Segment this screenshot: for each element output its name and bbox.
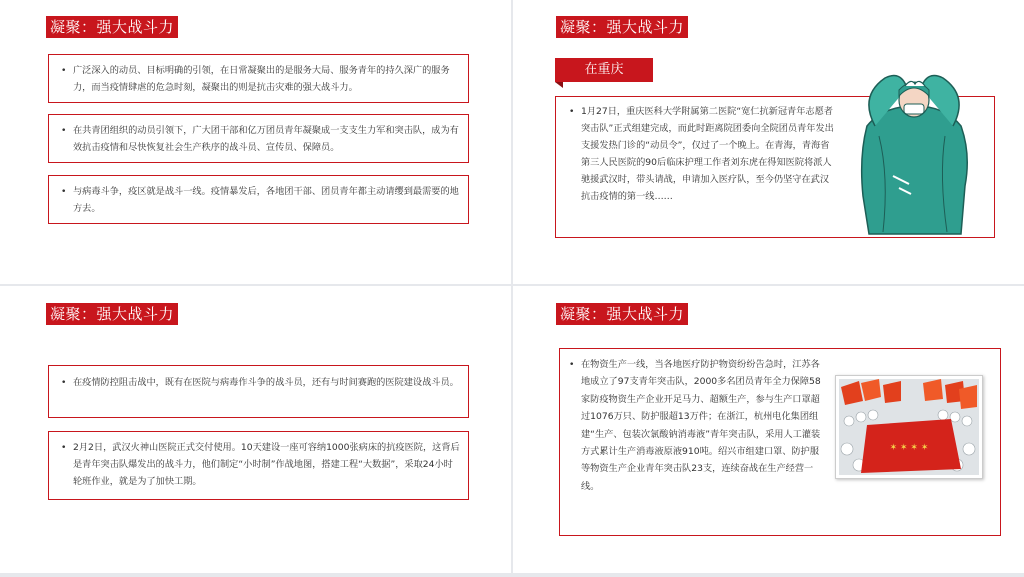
bullet-item: • 与病毒斗争，疫区就是战斗一线。疫情暴发后，各地团干部、团员青年都主动请缨到最需要的地方去。 [61,183,461,217]
bullet-item: • 在共青团组织的动员引领下，广大团干部和亿万团员青年凝聚成一支支生力军和突击队，成为有效抗击疫情和尽快恢复社会生产秩序的战斗员、宣传员、保障员。 [61,122,461,156]
youth-commando-flag-photo-icon [839,379,979,475]
bullet-item: • 2月2日，武汉火神山医院正式交付使用。10天建设一座可容纳1000张病床的抗疫医院，这背后是青年突击队爆发出的战斗力，他们制定“小时制”作战地图，搭建工程“大数据”，采取24小时轮班作业，就是为了加快工期。 [61,439,461,490]
bullet-dot-icon: • [61,377,67,388]
slide-title: 凝聚：强大战斗力 [556,16,688,38]
slide-2[interactable] [513,0,1024,284]
slide-3[interactable] [0,286,511,573]
bullet-dot-icon: • [61,65,67,76]
bullet-dot-icon: • [61,186,67,197]
bullet-dot-icon: • [61,442,67,453]
slide-title: 凝聚：强大战斗力 [46,303,178,325]
slide-title: 凝聚：强大战斗力 [556,303,688,325]
bullet-item: • 在疫情防控阻击战中，既有在医院与病毒作斗争的战斗员，还有与时间赛跑的医院建设战斗员。 [61,374,461,391]
bullet-box [48,365,469,418]
youth-commando-photo [835,375,983,479]
bullet-item: • 广泛深入的动员、目标明确的引领，在日常凝聚出的是服务大局、服务青年的持久深广的服务力，而当疫情肆虐的危急时刻，凝聚出的则是抗击灾难的强大战斗力。 [61,62,461,96]
bullet-box [48,54,469,103]
slide-4[interactable] [513,286,1024,573]
bullet-item: • 1月27日，重庆医科大学附属第二医院“宽仁抗新冠青年志愿者突击队”正式组建完成，而此时距离院团委向全院团员青年发出支援发热门诊的“动员令”，仅过了一个晚上。在青海，青海省第三人民医院的90后临床护理工作者刘东虎在得知医院将派人驰援武汉时，带头请战，申请加入医疗队，至今仍坚守在武汉抗击疫情的第一线…… [569,103,837,205]
bullet-dot-icon: • [569,359,575,370]
location-tag: 在重庆 [555,58,653,82]
svg-text:✶ ✶ ✶ ✶: ✶ ✶ ✶ ✶ [889,443,929,453]
tag-fold-icon [555,82,563,88]
bullet-box [48,431,469,500]
bullet-box [48,114,469,163]
bullet-box [48,175,469,224]
bullet-dot-icon: • [61,125,67,136]
bullet-dot-icon: • [569,106,575,117]
slide-title: 凝聚：强大战斗力 [46,16,178,38]
slide-1[interactable] [0,0,511,284]
bullet-item: • 在物资生产一线，当各地医疗防护物资纷纷告急时，江苏各地成立了97支青年突击队，2000多名团员青年全力保障58家防疫物资生产企业开足马力、超额生产，参与生产口罩超过1076万只、防护服超13万件；在浙江，杭州电化集团组建“生产、包装次氯酸钠消毒液”青年突击队，采用人工灌装方式累计生产消毒液原液910吨。绍兴市组建口罩、防护服等物资生产企业青年突击队23支，连续奋战在生产经营一线。 [569,356,825,495]
medical-worker-illustration-icon [849,66,979,238]
